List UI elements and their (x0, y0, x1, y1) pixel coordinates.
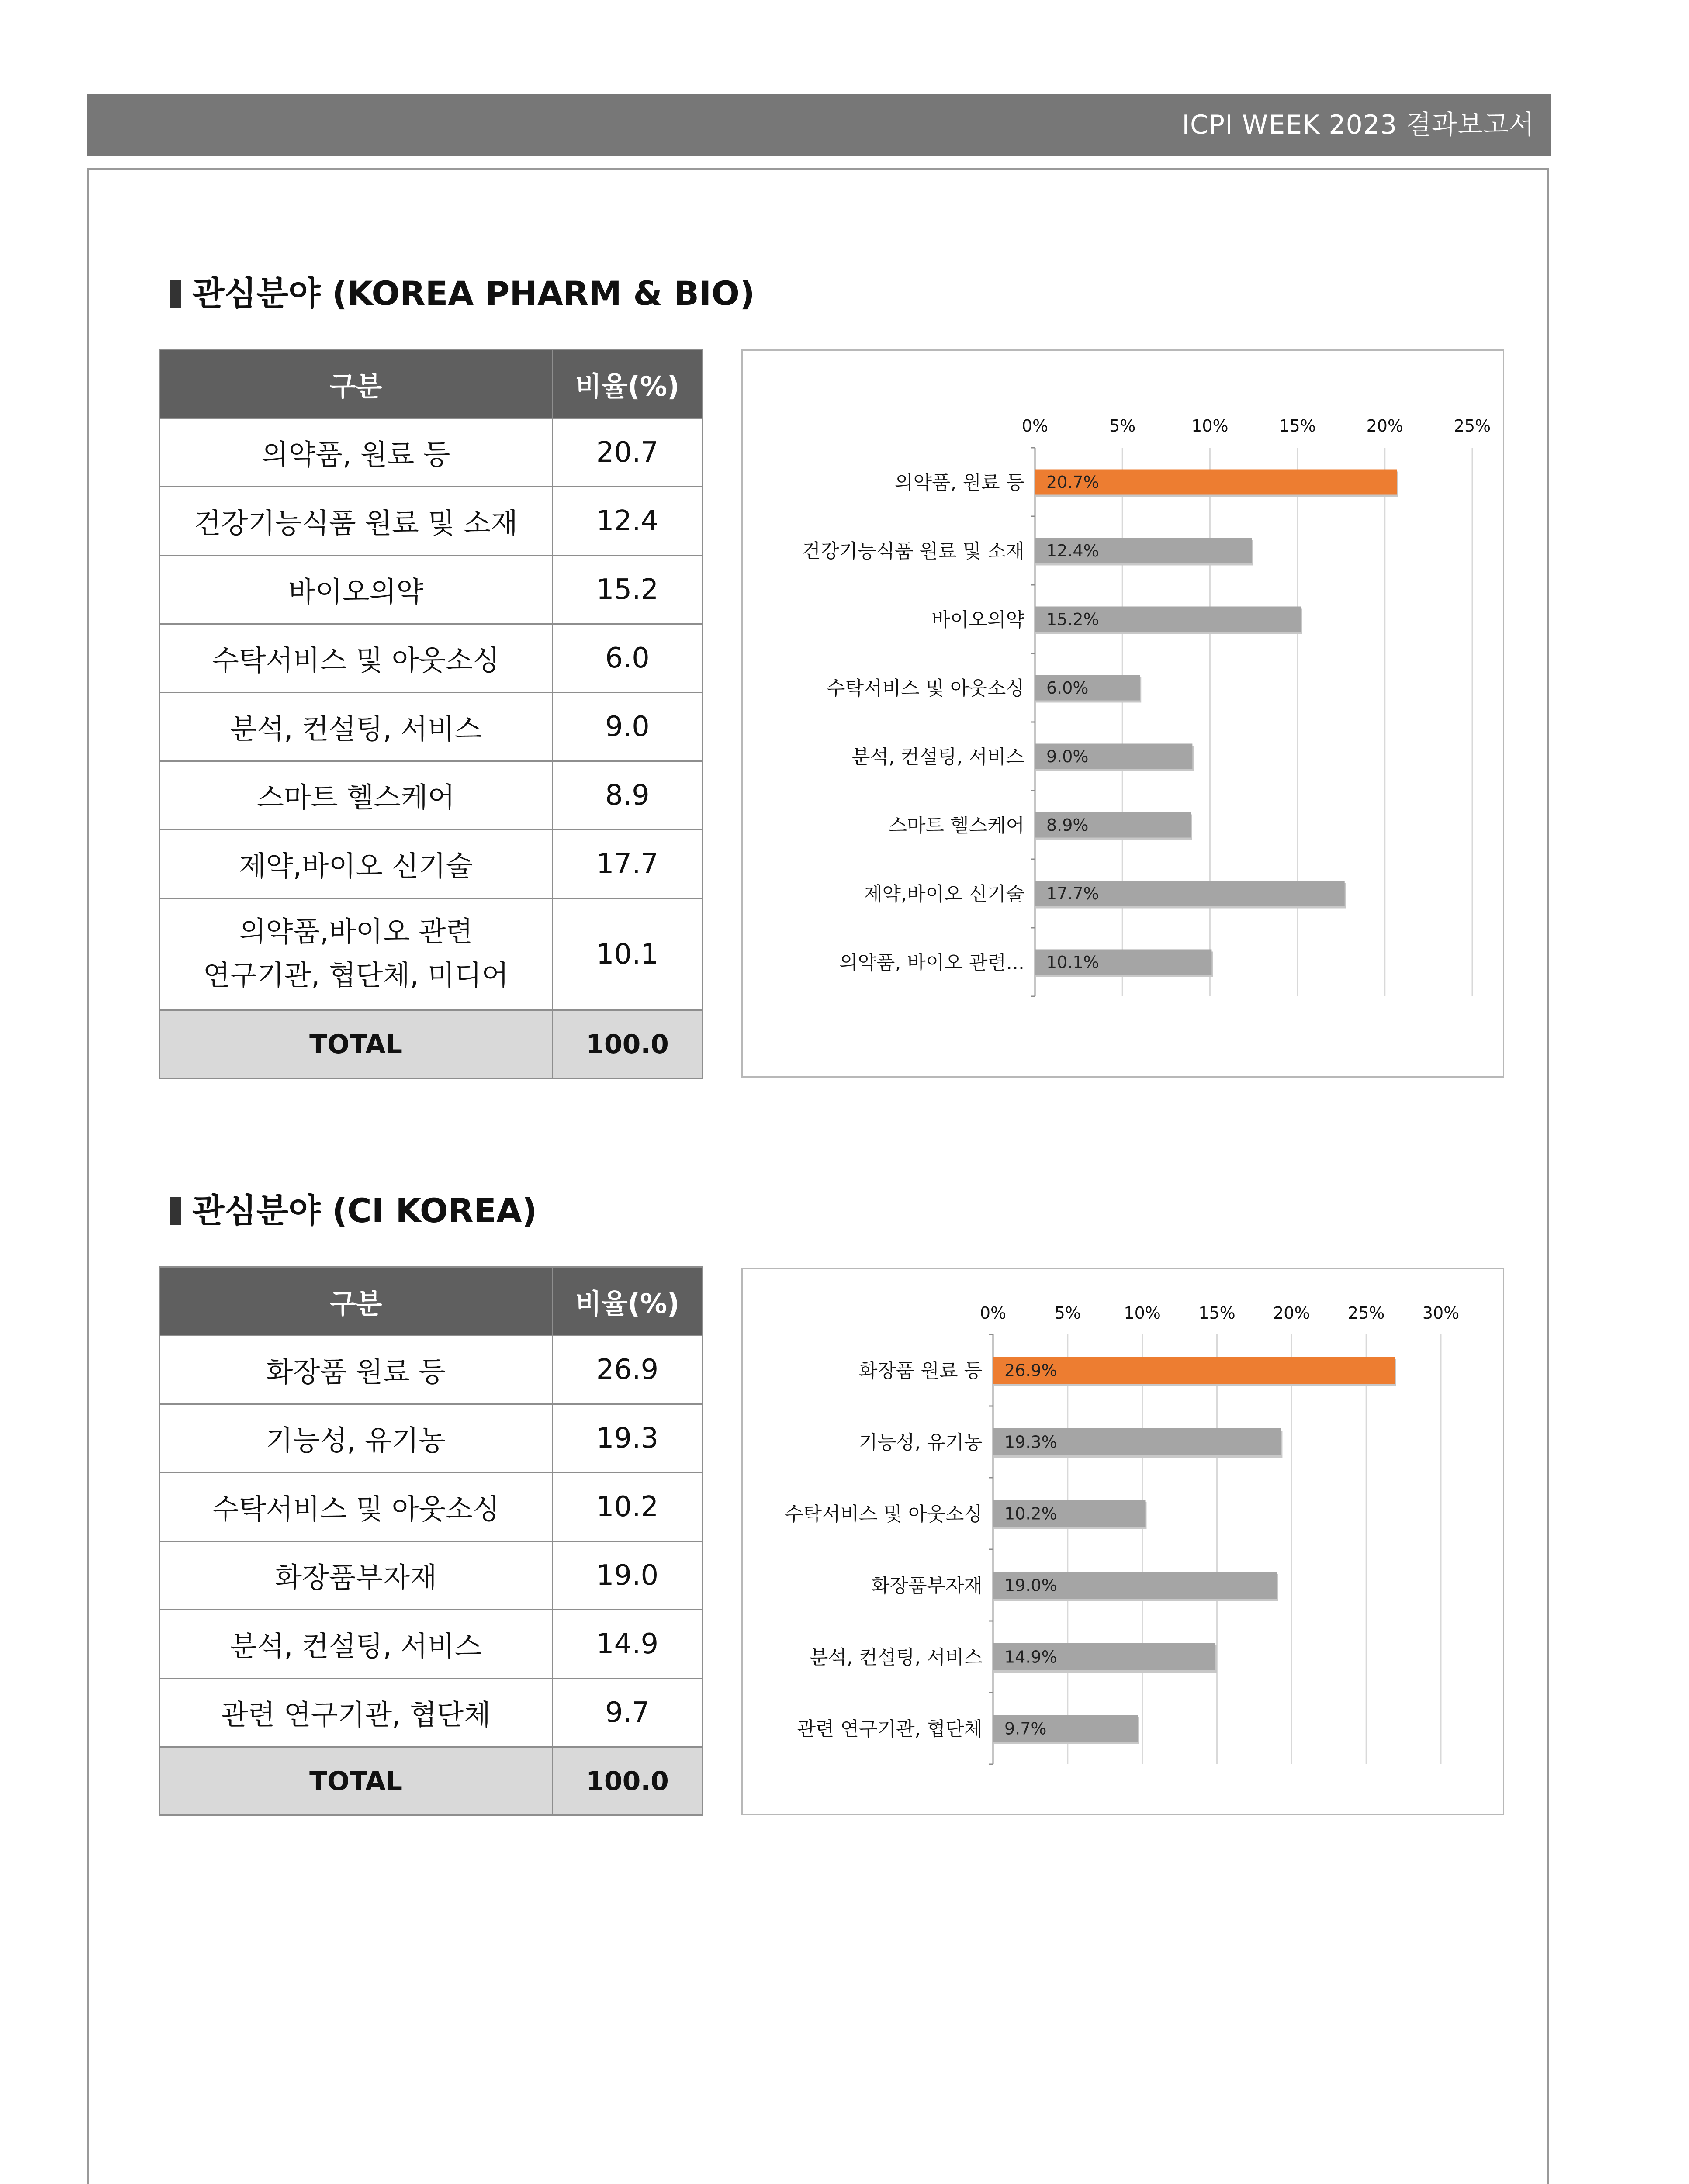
data-label: 19.3% (1004, 1432, 1057, 1452)
category-label: 화장품부자재 (871, 1574, 983, 1597)
table-header-ratio: 비율(%) (553, 1267, 703, 1336)
row-label: 건강기능식품 원료 및 소재 (159, 487, 553, 556)
table-header-ratio: 비율(%) (553, 350, 703, 418)
pharm-bio-chart (743, 351, 1503, 1076)
row-label: 화장품부자재 (159, 1541, 553, 1610)
row-value: 10.2 (553, 1473, 703, 1541)
section-marker-icon (170, 1197, 181, 1225)
data-label: 17.7% (1046, 884, 1099, 904)
ci-korea-chart (743, 1269, 1503, 1814)
row-label: 분석, 컨설팅, 서비스 (159, 1610, 553, 1679)
x-tick-label: 15% (1198, 1303, 1236, 1323)
x-tick-label: 0% (979, 1303, 1007, 1323)
table-row (159, 487, 703, 556)
table-total-row (159, 1010, 703, 1078)
x-tick-label: 10% (1124, 1303, 1161, 1323)
table-row (159, 1336, 703, 1404)
table-row (159, 693, 703, 761)
row-value: 12.4 (553, 487, 703, 556)
data-label: 12.4% (1046, 541, 1099, 561)
table-row (159, 624, 703, 693)
row-label: 수탁서비스 및 아웃소싱 (159, 1473, 553, 1541)
x-tick-label: 15% (1279, 416, 1316, 435)
row-label: 기능성, 유기농 (159, 1404, 553, 1473)
header-title: ICPI WEEK 2023 결과보고서 (1182, 110, 1535, 140)
data-label: 19.0% (1004, 1576, 1057, 1595)
category-label: 의약품, 바이오 관련... (839, 951, 1024, 974)
data-label: 10.2% (1004, 1504, 1057, 1524)
total-value: 100.0 (553, 1747, 703, 1815)
data-label: 6.0% (1046, 678, 1089, 698)
row-value: 26.9 (553, 1336, 703, 1404)
total-value: 100.0 (553, 1010, 703, 1078)
category-label: 스마트 헬스케어 (888, 814, 1024, 837)
x-tick-label: 5% (1109, 416, 1136, 435)
table-row (159, 1404, 703, 1473)
x-tick-label: 10% (1191, 416, 1229, 435)
row-label: 분석, 컨설팅, 서비스 (159, 693, 553, 761)
table-row (159, 1473, 703, 1541)
table-row (159, 1541, 703, 1610)
category-label: 관련 연구기관, 협단체 (797, 1717, 983, 1740)
table-row (159, 556, 703, 624)
data-label: 14.9% (1004, 1647, 1057, 1667)
section-title-pharm-bio (170, 272, 755, 315)
table-header-category: 구분 (159, 1267, 553, 1336)
data-label: 9.0% (1046, 747, 1089, 767)
table-header-row (159, 350, 703, 418)
category-label: 제약,바이오 신기술 (863, 883, 1024, 905)
category-label: 기능성, 유기농 (859, 1431, 983, 1454)
pharm-bio-table (159, 349, 703, 1079)
data-label: 20.7% (1046, 473, 1099, 492)
row-label: 화장품 원료 등 (159, 1336, 553, 1404)
row-value: 14.9 (553, 1610, 703, 1679)
data-label: 26.9% (1004, 1361, 1057, 1380)
ci-korea-table (159, 1266, 703, 1816)
row-value: 19.0 (553, 1541, 703, 1610)
row-label: 의약품, 원료 등 (159, 418, 553, 487)
category-label: 의약품, 원료 등 (895, 471, 1024, 494)
category-label: 수탁서비스 및 아웃소싱 (826, 677, 1024, 700)
x-tick-label: 30% (1422, 1303, 1460, 1323)
section-title-ci-korea (170, 1189, 537, 1233)
x-tick-label: 5% (1054, 1303, 1081, 1323)
table-total-row (159, 1747, 703, 1815)
table-header-row (159, 1267, 703, 1336)
row-value: 9.0 (553, 693, 703, 761)
row-value: 6.0 (553, 624, 703, 693)
data-label: 15.2% (1046, 610, 1099, 629)
x-tick-label: 20% (1273, 1303, 1310, 1323)
pharm-bio-chart-box (741, 349, 1504, 1078)
section-marker-icon (170, 280, 181, 308)
row-label: 제약,바이오 신기술 (159, 830, 553, 898)
x-tick-label: 25% (1454, 416, 1491, 435)
total-label: TOTAL (159, 1747, 553, 1815)
row-label: 스마트 헬스케어 (159, 761, 553, 830)
category-label: 바이오의약 (931, 608, 1024, 631)
table-row (159, 830, 703, 898)
row-label: 수탁서비스 및 아웃소싱 (159, 624, 553, 693)
x-tick-label: 20% (1366, 416, 1404, 435)
section-title-text: 관심분야 (CI KOREA) (192, 1191, 537, 1230)
row-value: 17.7 (553, 830, 703, 898)
ci-korea-chart-box (741, 1268, 1504, 1815)
row-label: 관련 연구기관, 협단체 (159, 1679, 553, 1747)
header-bar (87, 94, 1551, 156)
data-label: 8.9% (1046, 816, 1089, 835)
x-tick-label: 0% (1021, 416, 1049, 435)
row-value: 19.3 (553, 1404, 703, 1473)
category-label: 수탁서비스 및 아웃소싱 (784, 1503, 983, 1525)
table-header-category: 구분 (159, 350, 553, 418)
row-label: 바이오의약 (159, 556, 553, 624)
row-value: 9.7 (553, 1679, 703, 1747)
category-label: 분석, 컨설팅, 서비스 (810, 1646, 983, 1669)
category-label: 분석, 컨설팅, 서비스 (851, 746, 1024, 768)
section-title-text: 관심분야 (KOREA PHARM & BIO) (192, 274, 755, 313)
category-label: 화장품 원료 등 (859, 1359, 983, 1382)
data-label: 10.1% (1046, 953, 1099, 972)
table-row (159, 418, 703, 487)
table-row (159, 898, 703, 1010)
data-label: 9.7% (1004, 1719, 1047, 1738)
table-row (159, 1610, 703, 1679)
total-label: TOTAL (159, 1010, 553, 1078)
category-label: 건강기능식품 원료 및 소재 (802, 540, 1024, 563)
row-value: 15.2 (553, 556, 703, 624)
x-tick-label: 25% (1347, 1303, 1385, 1323)
table-row (159, 761, 703, 830)
row-value: 20.7 (553, 418, 703, 487)
row-value: 10.1 (553, 898, 703, 1010)
row-label: 의약품,바이오 관련 연구기관, 협단체, 미디어 (159, 898, 553, 1010)
table-row (159, 1679, 703, 1747)
row-value: 8.9 (553, 761, 703, 830)
